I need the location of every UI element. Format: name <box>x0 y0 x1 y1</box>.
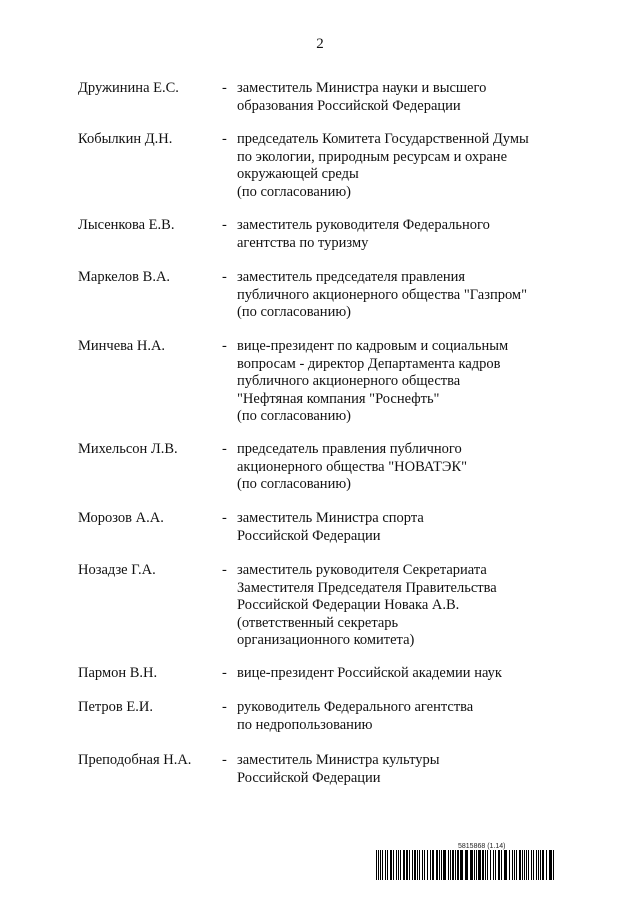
position-line: образования Российской Федерации <box>237 97 461 114</box>
separator-dash: - <box>222 562 227 578</box>
member-position <box>237 80 567 115</box>
position-line: Заместителя Председателя Правительства <box>237 579 497 596</box>
position-line: вице-президент Российской академии наук <box>237 665 502 681</box>
position-line: агентства по туризму <box>237 234 369 251</box>
barcode-icon <box>376 850 554 880</box>
position-line: (ответственный секретарь <box>237 614 399 631</box>
separator-dash: - <box>222 665 227 681</box>
position-line: Российской Федерации <box>237 527 381 544</box>
member-name: Кобылкин Д.Н. <box>78 131 173 147</box>
separator-dash: - <box>222 510 227 526</box>
position-line: вопросам - директор Департамента кадров <box>237 355 501 372</box>
member-position <box>237 752 567 787</box>
position-line: по недропользованию <box>237 716 373 733</box>
member-position <box>237 131 567 201</box>
position-line: публичного акционерного общества <box>237 373 461 389</box>
position-line: (по согласованию) <box>237 476 351 492</box>
position-line: председатель Комитета Государственной Думы <box>237 131 529 147</box>
position-line: заместитель руководителя Федерального <box>237 217 490 233</box>
position-line: председатель правления публичного <box>237 441 462 457</box>
member-name: Морозов А.А. <box>78 510 164 526</box>
separator-dash: - <box>222 752 227 768</box>
position-line: (по согласованию) <box>237 408 351 424</box>
member-position <box>237 665 567 683</box>
separator-dash: - <box>222 217 227 233</box>
page-number: 2 <box>316 36 324 52</box>
position-line: Российской Федерации Новака А.В. <box>237 597 460 613</box>
separator-dash: - <box>222 80 227 96</box>
position-line: (по согласованию) <box>237 304 351 320</box>
separator-dash: - <box>222 441 227 457</box>
separator-dash: - <box>222 131 227 147</box>
member-name: Пармон В.Н. <box>78 665 158 681</box>
document-code: 5815868 (1.14) <box>458 843 506 850</box>
position-line: заместитель Министра культуры <box>237 752 440 768</box>
position-line: публичного акционерного общества "Газпром" <box>237 286 528 303</box>
member-position <box>237 269 567 322</box>
position-line: Российской Федерации <box>237 769 381 786</box>
member-position <box>237 562 567 650</box>
separator-dash: - <box>222 338 227 354</box>
position-line: организационного комитета) <box>237 632 415 648</box>
member-position <box>237 217 567 252</box>
position-line: акционерного общества "НОВАТЭК" <box>237 458 468 475</box>
position-line: руководитель Федерального агентства <box>237 699 474 715</box>
position-line: вице-президент по кадровым и социальным <box>237 338 509 354</box>
position-line: по экологии, природным ресурсам и охране <box>237 148 508 165</box>
member-name: Маркелов В.А. <box>78 269 171 285</box>
member-name: Нозадзе Г.А. <box>78 562 156 578</box>
member-position <box>237 510 567 545</box>
separator-dash: - <box>222 699 227 715</box>
position-line: заместитель Министра науки и высшего <box>237 80 487 96</box>
member-name: Лысенкова Е.В. <box>78 217 175 233</box>
member-position <box>237 338 567 426</box>
position-line: окружающей среды <box>237 166 359 182</box>
position-line: заместитель председателя правления <box>237 269 466 285</box>
member-position <box>237 699 567 734</box>
member-name: Преподобная Н.А. <box>78 752 192 768</box>
member-name: Петров Е.И. <box>78 699 153 715</box>
member-position <box>237 441 567 494</box>
member-name: Михельсон Л.В. <box>78 441 178 457</box>
member-name: Дружинина Е.С. <box>78 80 179 96</box>
position-line: "Нефтяная компания "Роснефть" <box>237 390 440 407</box>
member-name: Минчева Н.А. <box>78 338 166 354</box>
position-line: (по согласованию) <box>237 183 351 200</box>
position-line: заместитель руководителя Секретариата <box>237 562 487 578</box>
separator-dash: - <box>222 269 227 285</box>
position-line: заместитель Министра спорта <box>237 510 424 526</box>
